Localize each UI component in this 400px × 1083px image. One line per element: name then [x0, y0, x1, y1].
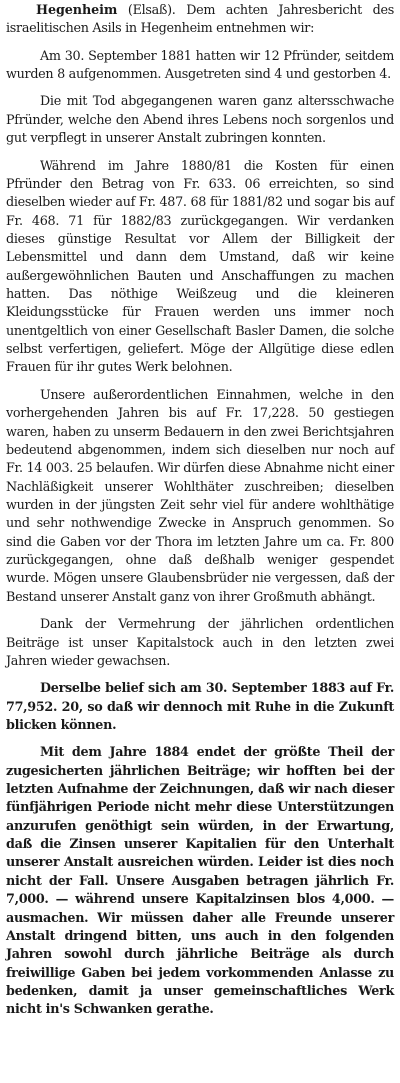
paragraph-extraordinary-income: Unsere außerordentlichen Einnahmen, welche in den vorhergehenden Jahren bis auf Fr. 17,228. 50 gestiegen waren, haben zu unserm Bedauern in den zwei Berichtsjahren bedeutend abgenommen, indem sich dieselben nur noch auf Fr. 14 003. 25 belaufen. Wir dürfen diese Abnahme nicht einer Nachläßigkeit unserer Wohlthäter zuschreiben; dieselben wurden in der jüngsten Zeit sehr viel für andere wohlthätige und sehr nothwendige Zwecke in Anspruch genommen. So sind die Gaben vor der Thora im letzten Jahre um ca. Fr. 800 zurückgegangen, ohne daß deßhalb weniger gespendet wurde. Mögen unsere Glaubensbrüder nie vergessen, daß der Bestand unserer Anstalt ganz von ihrer Großmuth abhängt. [6, 387, 394, 605]
dateline-region: (Elsaß). [127, 3, 176, 18]
intro-text: Dem achten Jahresbericht des israelitischen Asils in Hegenheim entnehmen wir: [6, 3, 394, 37]
paragraph-appeal: Mit dem Jahre 1884 endet der größte Theil der zugesicherten jährlichen Beiträge; wir hofften bei der letzten Aufnahme der Zeichnungen, daß wir nach dieser fünfjährigen Periode nicht mehr diese Unterstützungen anzurufen genöthigt sein würden, in der Erwartung, daß die Zinsen unserer Kapitalien für den Unterhalt unserer Anstalt ausreichen würden. Leider ist dies noch nicht der Fall. Unsere Ausgaben betragen jährlich Fr. 7,000. — während unsere Kapitalzinsen blos 4,000. — ausmachen. Wir müssen daher alle Freunde unserer Anstalt dringend bitten, uns auch in den folgenden Jahren sowohl durch jährliche Beiträge als durch freiwillige Gaben bei jedem vorkommenden Anlasse zu bedenken, damit ja unser gemeinschaftliches Werk nicht in's Schwanken gerathe. [6, 745, 394, 1018]
paragraph-costs: Während im Jahre 1880/81 die Kosten für einen Pfründer den Betrag von Fr. 633. 06 erreichten, so sind dieselben wieder auf Fr. 487. 68 für 1881/82 und sogar bis auf Fr. 468. 71 für 1882/83 zurückgegangen. Wir verdanken dieses günstige Resultat vor Allem der Billigkeit der Lebensmittel und dann dem Umstand, daß wir keine außergewöhnlichen Bauten und Anschaffungen zu machen hatten. Das nöthige Weißzeug und die kleineren Kleidungsstücke für Frauen werden uns immer noch unentgeltlich von einer Gesellschaft Basler Damen, die solche selbst verfertigen, geliefert. Möge der Allgütige diese edlen Frauen für ihr gutes Werk belohnen. [6, 158, 394, 376]
paragraph-capital-total: Derselbe belief sich am 30. September 1883 auf Fr. 77,952. 20, so daß wir dennoch mit Ruhe in die Zukunft blicken können. [6, 681, 394, 733]
article-intro-paragraph [6, 2, 394, 39]
dateline-place: Hegenheim [36, 3, 118, 18]
paragraph-capital-growth: Dank der Vermehrung der jährlichen ordentlichen Beiträge ist unser Kapitalstock auch in den letzten zwei Jahren wieder gewachsen. [6, 617, 394, 669]
paragraph-deceased: Die mit Tod abgegangenen waren ganz altersschwache Pfründer, welche den Abend ihres Lebens noch sorgenlos und gut verpflegt in unserer Anstalt zubringen konnten. [6, 94, 394, 147]
paragraph-pfruender-count: Am 30. September 1881 hatten wir 12 Pfründer, seitdem wurden 8 aufgenommen. Ausgetreten sind 4 und gestorben 4. [6, 48, 394, 83]
